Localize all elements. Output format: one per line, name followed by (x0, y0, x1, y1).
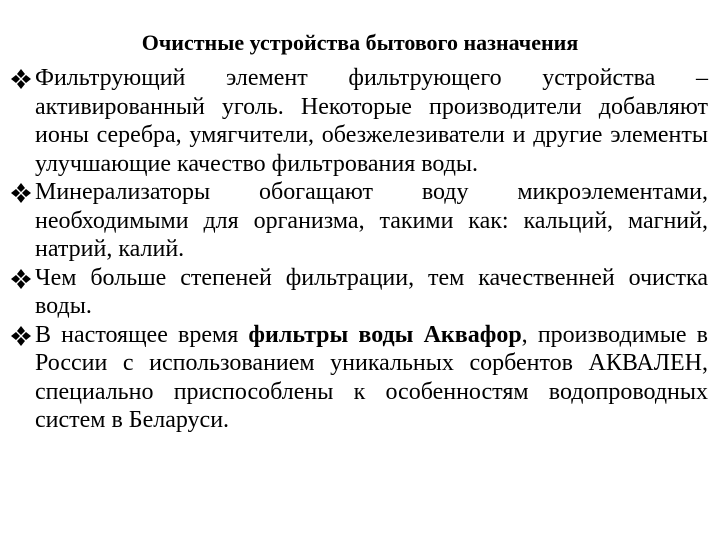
bullet-icon (10, 325, 32, 347)
bullet-text: Фильтрующий элемент фильтрующего устройства – активированный уголь. Некоторые производители добавляют ионы серебра, умягчители, обезжелезиватели и другие элементы улучшающие качество фильтрования воды. (35, 65, 708, 177)
bullet-text-rest: , производимые в России с использованием уникальных сорбентов АКВАЛЕН, специально приспособлены к особенностям водопроводных систем в Беларуси. (35, 321, 709, 433)
bullet-icon (10, 268, 32, 290)
bullet-item-aquaphor (10, 321, 708, 435)
bullet-item-filtration-stages (10, 264, 708, 321)
bullet-text: Чем больше степеней фильтрации, тем качественней очистка воды. (35, 264, 708, 319)
bullet-icon (10, 68, 32, 90)
bullet-item-mineralizers (10, 178, 708, 264)
bullet-icon (10, 182, 32, 204)
bullet-text-emphasis: фильтры воды Аквафор (248, 321, 522, 348)
bullet-item-filter-element (10, 64, 708, 178)
slide-title: Очистные устройства бытового назначения (141, 30, 579, 55)
bullet-list (10, 64, 708, 435)
bullet-text-intro: В настоящее время (35, 321, 249, 348)
bullet-text: Минерализаторы обогащают воду микроэлементами, необходимыми для организма, такими как: кальций, магний, натрий, калий. (35, 179, 708, 262)
